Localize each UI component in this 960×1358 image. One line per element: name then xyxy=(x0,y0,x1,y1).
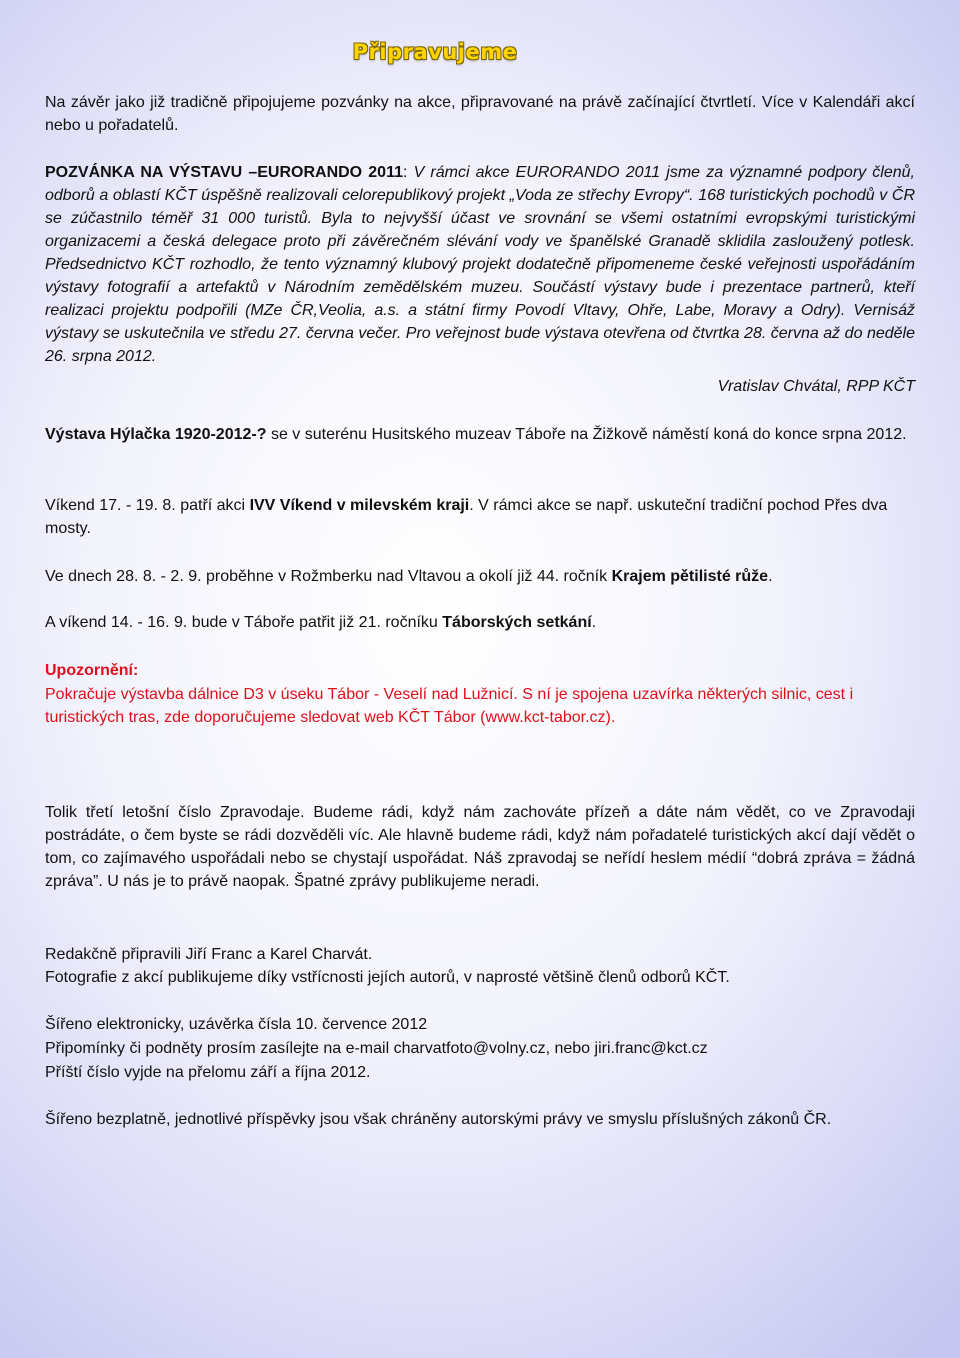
rozmberk-paragraph xyxy=(45,565,915,588)
editors-line: Redakčně připravili Jiří Franc a Karel Charvát. xyxy=(45,946,373,963)
vikend-event: IVV Víkend v milevském kraji xyxy=(249,497,470,514)
copyright-line: Šířeno bezplatně, jednotlivé příspěvky jsou však chráněny autorskými právy ve smyslu příslušných zákonů ČR. xyxy=(45,1111,832,1128)
photos-line: Fotografie z akcí publikujeme díky vstřícnosti jejích autorů, v naprosté většině členů odborů KČT. xyxy=(45,969,730,986)
rozmberk-post: . xyxy=(768,568,773,585)
hylacka-title: Výstava Hýlačka 1920-2012-? xyxy=(45,426,267,443)
signature-text: Vratislav Chvátal, RPP KČT xyxy=(717,378,915,395)
rozmberk-event: Krajem pětilisté růže xyxy=(611,568,769,585)
eurorando-text: V rámci akce EURORANDO 2011 jsme za významné podpory členů, odborů a oblastí KČT úspěšně realizovali celorepublikový projekt „Voda ze střechy Evropy“. 168 turistických pochodů v ČR se zúčastnilo téměř 31 000 turistů. Byla to nejvyšší účast ve srovnání se všemi ostatními evropskými turistickými organizacemi a česká delegace proto při závěrečném slévání vody ve španělské Granadě sklidila zasloužený potlesk. Předsednictvo KČT rozhodlo, že tento významný klubový projekt dodatečně připomeneme české veřejnosti uspořádáním výstavy fotografií a artefaktů v Národním zemědělském muzeu. Součástí výstavy bude i prezentace partnerů, kteří realizaci projektu podpořili (MZe ČR,Veolia, a.s. a státní firmy Povodí Vltavy, Ohře, Labe, Moravy a Odry). Vernisáž výstavy se uskutečnila ve středu 27. června večer. Pro veřejnost bude výstava otevřena od čtvrtka 28. června až do neděle 26. srpna 2012. xyxy=(45,164,915,365)
next-issue-line: Příští číslo vyjde na přelomu září a října 2012. xyxy=(45,1064,371,1081)
hylacka-text: se v suterénu Husitského muzeav Táboře na Žižkově náměstí koná do konce srpna 2012. xyxy=(266,426,907,443)
distribution-line: Šířeno elektronicky, uzávěrka čísla 10. července 2012 xyxy=(45,1016,428,1033)
signature xyxy=(45,375,915,398)
intro-paragraph: Na závěr jako již tradičně připojujeme pozvánky na akce, připravované na právě začínající čtvrtletí. Více v Kalendáři akcí nebo u pořadatelů. xyxy=(45,94,915,134)
page-title: Připravujeme xyxy=(352,40,518,64)
warning-text: Pokračuje výstavba dálnice D3 v úseku Tábor - Veselí nad Lužnicí. S ní je spojena uzavírka některých silnic, cest i turistických tras, zde doporučujeme sledovat web KČT Tábor (www.kct-tabor.cz). xyxy=(45,686,854,726)
vikend-paragraph xyxy=(45,494,915,540)
tabor-pre: A víkend 14. - 16. 9. bude v Táboře patřit již 21. ročníku xyxy=(45,614,443,631)
vikend-post: . V rámci akce se např. uskuteční tradiční pochod Přes dva mosty. xyxy=(45,497,888,537)
hylacka-paragraph xyxy=(45,423,915,446)
rozmberk-pre: Ve dnech 28. 8. - 2. 9. proběhne v Rožmberku nad Vltavou a okolí již 44. ročník xyxy=(45,568,612,585)
closing-paragraph: Tolik třetí letošní číslo Zpravodaje. Budeme rádi, když nám zachováte přízeň a dáte nám vědět, co ve Zpravodaji postrádáte, o čem byste se rádi dozvěděli víc. Ale hlavně budeme rádi, když nám pořadatelé turistických akcí dají vědět o tom, co zajímavého uspořádali nebo se chystají uspořádat. Náš zpravodaj se neřídí heslem médií “dobrá zpráva = žádná zpráva”. U nás je to právě naopak. Špatné zprávy publikujeme neradi. xyxy=(45,804,915,890)
eurorando-colon: : xyxy=(402,164,414,181)
tabor-paragraph xyxy=(45,611,915,634)
tabor-event: Táborských setkání xyxy=(442,614,592,631)
warning-title: Upozornění: xyxy=(45,662,139,679)
contact-line: Připomínky či podněty prosím zasílejte na e-mail charvatfoto@volny.cz, nebo jiri.franc@kct.cz xyxy=(45,1040,708,1057)
eurorando-paragraph xyxy=(45,161,915,368)
vikend-pre: Víkend 17. - 19. 8. patří akci xyxy=(45,497,250,514)
tabor-post: . xyxy=(591,614,597,631)
eurorando-title: POZVÁNKA NA VÝSTAVU –EURORANDO 2011 xyxy=(45,164,403,181)
